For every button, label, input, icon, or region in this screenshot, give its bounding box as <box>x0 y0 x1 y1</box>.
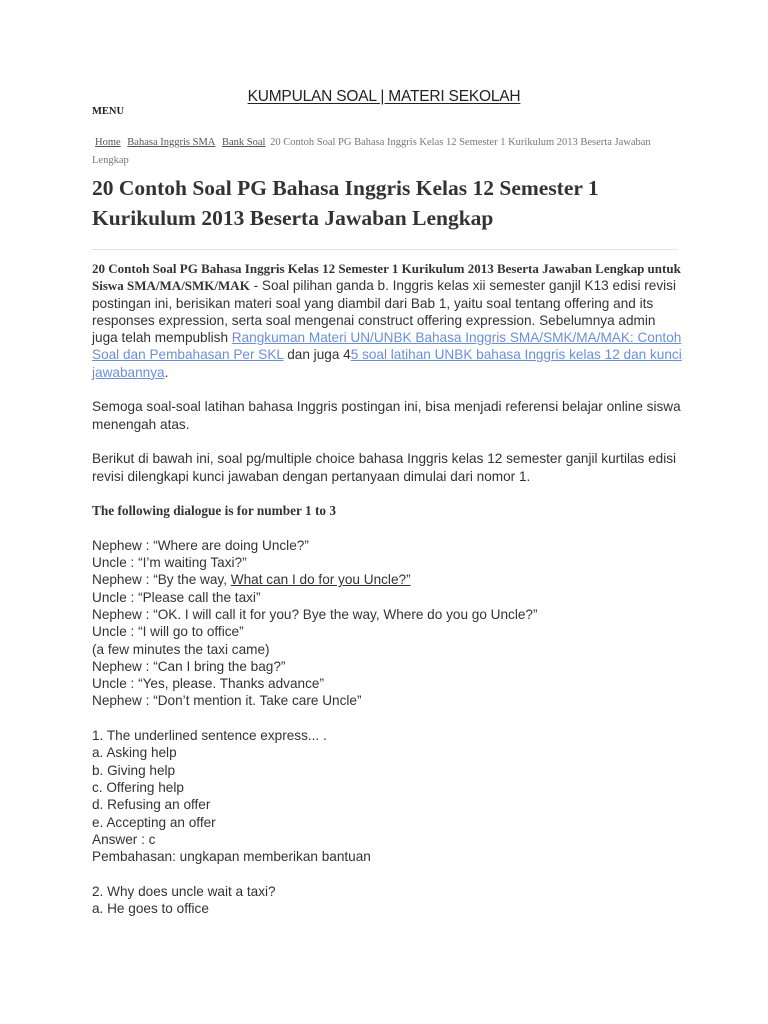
explanation: Pembahasan: ungkapan memberikan bantuan <box>92 849 371 865</box>
question-1 <box>92 727 682 865</box>
soal-latihan-link[interactable]: 5 soal latihan UNBK bahasa Inggris kelas 12 dan kunci jawabannya <box>92 347 682 380</box>
dialogue-heading: The following dialogue is for number 1 to 3 <box>92 503 337 519</box>
breadcrumb-section-link[interactable]: Bank Soal <box>222 137 266 148</box>
article-body <box>92 260 682 917</box>
intro-bold-text: 20 Contoh Soal PG Bahasa Inggris Kelas 12 Semester 1 Kurikulum 2013 Beserta Jawaban Lengkap untuk Siswa SMA/MA/SMK/MAK <box>92 261 681 294</box>
paragraph-2: Semoga soal-soal latihan bahasa Inggris postingan ini, bisa menjadi referensi belajar online siswa menengah atas. <box>92 399 681 432</box>
rangkuman-materi-link[interactable]: Rangkuman Materi UN/UNBK Bahasa Inggris SMA/SMK/MA/MAK: Contoh Soal dan Pembahasan Per SKL <box>92 330 682 363</box>
underlined-sentence: What can I do for you Uncle?” <box>230 572 411 588</box>
menu-button[interactable]: MENU <box>92 106 125 117</box>
between-links-text: dan juga 4 <box>283 347 351 363</box>
title-divider <box>92 249 676 250</box>
dialogue <box>92 537 682 710</box>
intro-paragraph <box>92 260 682 381</box>
after-link-text: . <box>164 364 169 380</box>
dialogue-line-prefix: Nephew : “By the way, <box>92 572 231 588</box>
dialogue-line: Uncle : “I’m waiting Taxi?” <box>92 555 247 571</box>
question-2 <box>92 883 682 918</box>
breadcrumb-category-link[interactable]: Bahasa Inggris SMA <box>127 137 216 148</box>
option-a: a. Asking help <box>92 745 177 761</box>
dialogue-line: Uncle : “Please call the taxi” <box>92 589 261 605</box>
article-title: 20 Contoh Soal PG Bahasa Inggris Kelas 12 Semester 1 Kurikulum 2013 Beserta Jawaban Lengkap <box>92 176 599 230</box>
intro-text: - Soal pilihan ganda b. Inggris kelas xii semester ganjil K13 edisi revisi postingan ini, berisikan materi soal yang diambil dari Bab 1, yaitu soal tentang offering and its responses expression, serta soal mengenai construct offering expression. Sebelumnya admin juga telah mempublish <box>92 278 676 346</box>
dialogue-line <box>92 571 682 588</box>
dialogue-line: Nephew : “OK. I will call it for you? Bye the way, Where do you go Uncle?” <box>92 606 538 622</box>
dialogue-line: (a few minutes the taxi came) <box>92 641 270 657</box>
dialogue-line: Nephew : “Don’t mention it. Take care Uncle” <box>92 693 362 709</box>
dialogue-line: Uncle : “Yes, please. Thanks advance” <box>92 676 324 692</box>
answer: Answer : c <box>92 831 156 847</box>
paragraph-3: Berikut di bawah ini, soal pg/multiple choice bahasa Inggris kelas 12 semester ganjil kurtilas edisi revisi dilengkapi kunci jawaban dengan pertanyaan dimulai dari nomor 1. <box>92 451 677 484</box>
option-d: d. Refusing an offer <box>92 797 211 813</box>
option-c: c. Offering help <box>92 779 184 795</box>
dialogue-line: Nephew : “Where are doing Uncle?” <box>92 537 309 553</box>
dialogue-line: Nephew : “Can I bring the bag?” <box>92 658 286 674</box>
breadcrumb-home-link[interactable]: Home <box>95 137 121 148</box>
breadcrumb-current: 20 Contoh Soal PG Bahasa Inggris Kelas 12 Semester 1 Kurikulum 2013 Beserta Jawaban Lengkap <box>92 137 651 166</box>
dialogue-line: Uncle : “I will go to office” <box>92 624 244 640</box>
question-text: 1. The underlined sentence express... . <box>92 728 327 744</box>
option-b: b. Giving help <box>92 762 176 778</box>
option-e: e. Accepting an offer <box>92 814 216 830</box>
site-title-link[interactable]: KUMPULAN SOAL | MATERI SEKOLAH <box>247 88 521 105</box>
breadcrumb <box>92 134 682 169</box>
question-text: 2. Why does uncle wait a taxi? <box>92 883 276 899</box>
option-a: a. He goes to office <box>92 900 209 916</box>
